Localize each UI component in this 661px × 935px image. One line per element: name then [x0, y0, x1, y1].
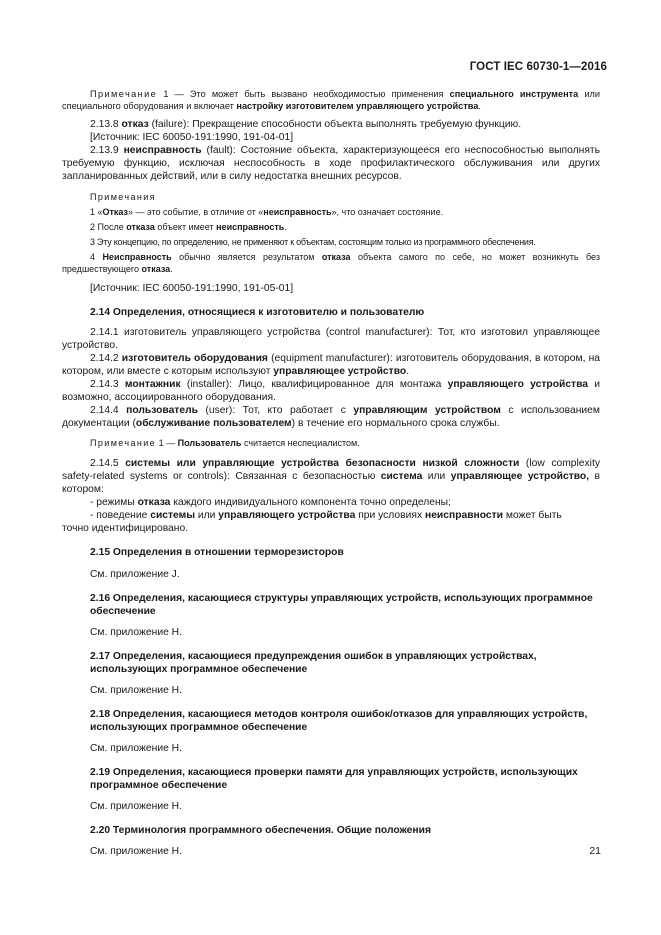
text-2-18: См. приложение Н. — [90, 743, 182, 754]
heading-2-17: 2.17 Определения, касающиеся предупреждения ошибок в управляющих устройствах, использующих программное обеспечение — [90, 651, 537, 675]
para-2-13-9: 2.13.9 неисправность (fault): Состояние объекта, характеризующееся его неспособностью выполнять требуемую функцию, исключая неспособность в ходе профилактического обслуживания или других запланированных действий, или в силу недостатка внешних ресурсов. — [62, 145, 600, 182]
text-2-16: См. приложение Н. — [90, 627, 182, 638]
dash-item-1: - режимы отказа каждого индивидуального компонента точно определены; — [90, 497, 451, 508]
notes-heading: Примечания — [90, 192, 156, 202]
para-2-14-1: 2.14.1 изготовитель управляющего устройства (control manufacturer): Тот, кто изготовил управляющее устройство. — [62, 327, 600, 351]
text-2-19: См. приложение Н. — [90, 801, 182, 812]
dash-item-2: - поведение системы или управляющего устройства при условиях неисправности может быть — [90, 510, 562, 521]
heading-2-19: 2.19 Определения, касающиеся проверки памяти для управляющих устройств, использующих программное обеспечение — [90, 767, 578, 791]
page-content — [62, 88, 600, 858]
para-2-14-3: 2.14.3 монтажник (installer): Лицо, квалифицированное для монтажа управляющего устройства и возможно, ассоциированного оборудования. — [62, 379, 600, 403]
heading-2-18: 2.18 Определения, касающиеся методов контроля ошибок/отказов для управляющих устройств, использующих программное обеспечение — [90, 709, 588, 733]
heading-2-14: 2.14 Определения, относящиеся к изготовителю и пользователю — [90, 307, 425, 318]
dash-item-2-continuation: точно идентифицировано. — [62, 523, 189, 534]
page-number: 21 — [589, 845, 601, 857]
text-2-17: См. приложение Н. — [90, 685, 182, 696]
para-2-14-2: 2.14.2 изготовитель оборудования (equipment manufacturer): изготовитель оборудования, в котором, на котором, или вместе с которым используют управляющее устройство. — [62, 353, 600, 377]
source-2-13-9: [Источник: IEC 60050-191:1990, 191-05-01] — [90, 283, 294, 294]
note-2-13-7: Примечание 1 — Это может быть вызвано необходимостью применения специального инструмента или специального оборудования и включает настройку изготовителем управляющего устройства. — [62, 89, 601, 111]
note-3: 3 Эту концепцию, по определению, не применяют к объектам, состоящим только из программного обеспечения. — [90, 237, 536, 247]
note-2: 2 После отказа объект имеет неисправность. — [90, 222, 287, 232]
note-2-14-4: Примечание 1 — Пользователь считается неспециалистом. — [90, 438, 360, 448]
heading-2-16: 2.16 Определения, касающиеся структуры управляющих устройств, использующих программное обеспечение — [90, 593, 593, 617]
note-4: 4 Неисправность обычно является результатом отказа объекта самого по себе, но может возникнуть без предшествующего отказа. — [62, 252, 600, 274]
para-2-14-5: 2.14.5 системы или управляющие устройства безопасности низкой сложности (low complexity safety-related systems or controls): Связанная с безопасностью система или управляющее устройство, в котором: — [62, 458, 600, 495]
para-2-14-4: 2.14.4 пользователь (user): Тот, кто работает с управляющим устройством с использованием документации (обслуживание пользователем) в течение его нормального срока службы. — [62, 405, 600, 429]
note-1: 1 «Отказ» — это событие, в отличие от «неисправность», что означает состояние. — [90, 207, 444, 217]
para-2-13-8: 2.13.8 отказ (failure): Прекращение способности объекта выполнять требуемую функцию. — [90, 119, 522, 130]
document-header: ГОСТ IEC 60730-1—2016 — [469, 61, 607, 73]
text-2-20: См. приложение Н. — [90, 846, 182, 857]
heading-2-20: 2.20 Терминология программного обеспечения. Общие положения — [90, 825, 431, 836]
heading-2-15: 2.15 Определения в отношении терморезисторов — [90, 547, 344, 558]
text-2-15: См. приложение J. — [90, 569, 180, 580]
source-2-13-8: [Источник: IEC 60050-191:1990, 191-04-01] — [90, 132, 294, 143]
